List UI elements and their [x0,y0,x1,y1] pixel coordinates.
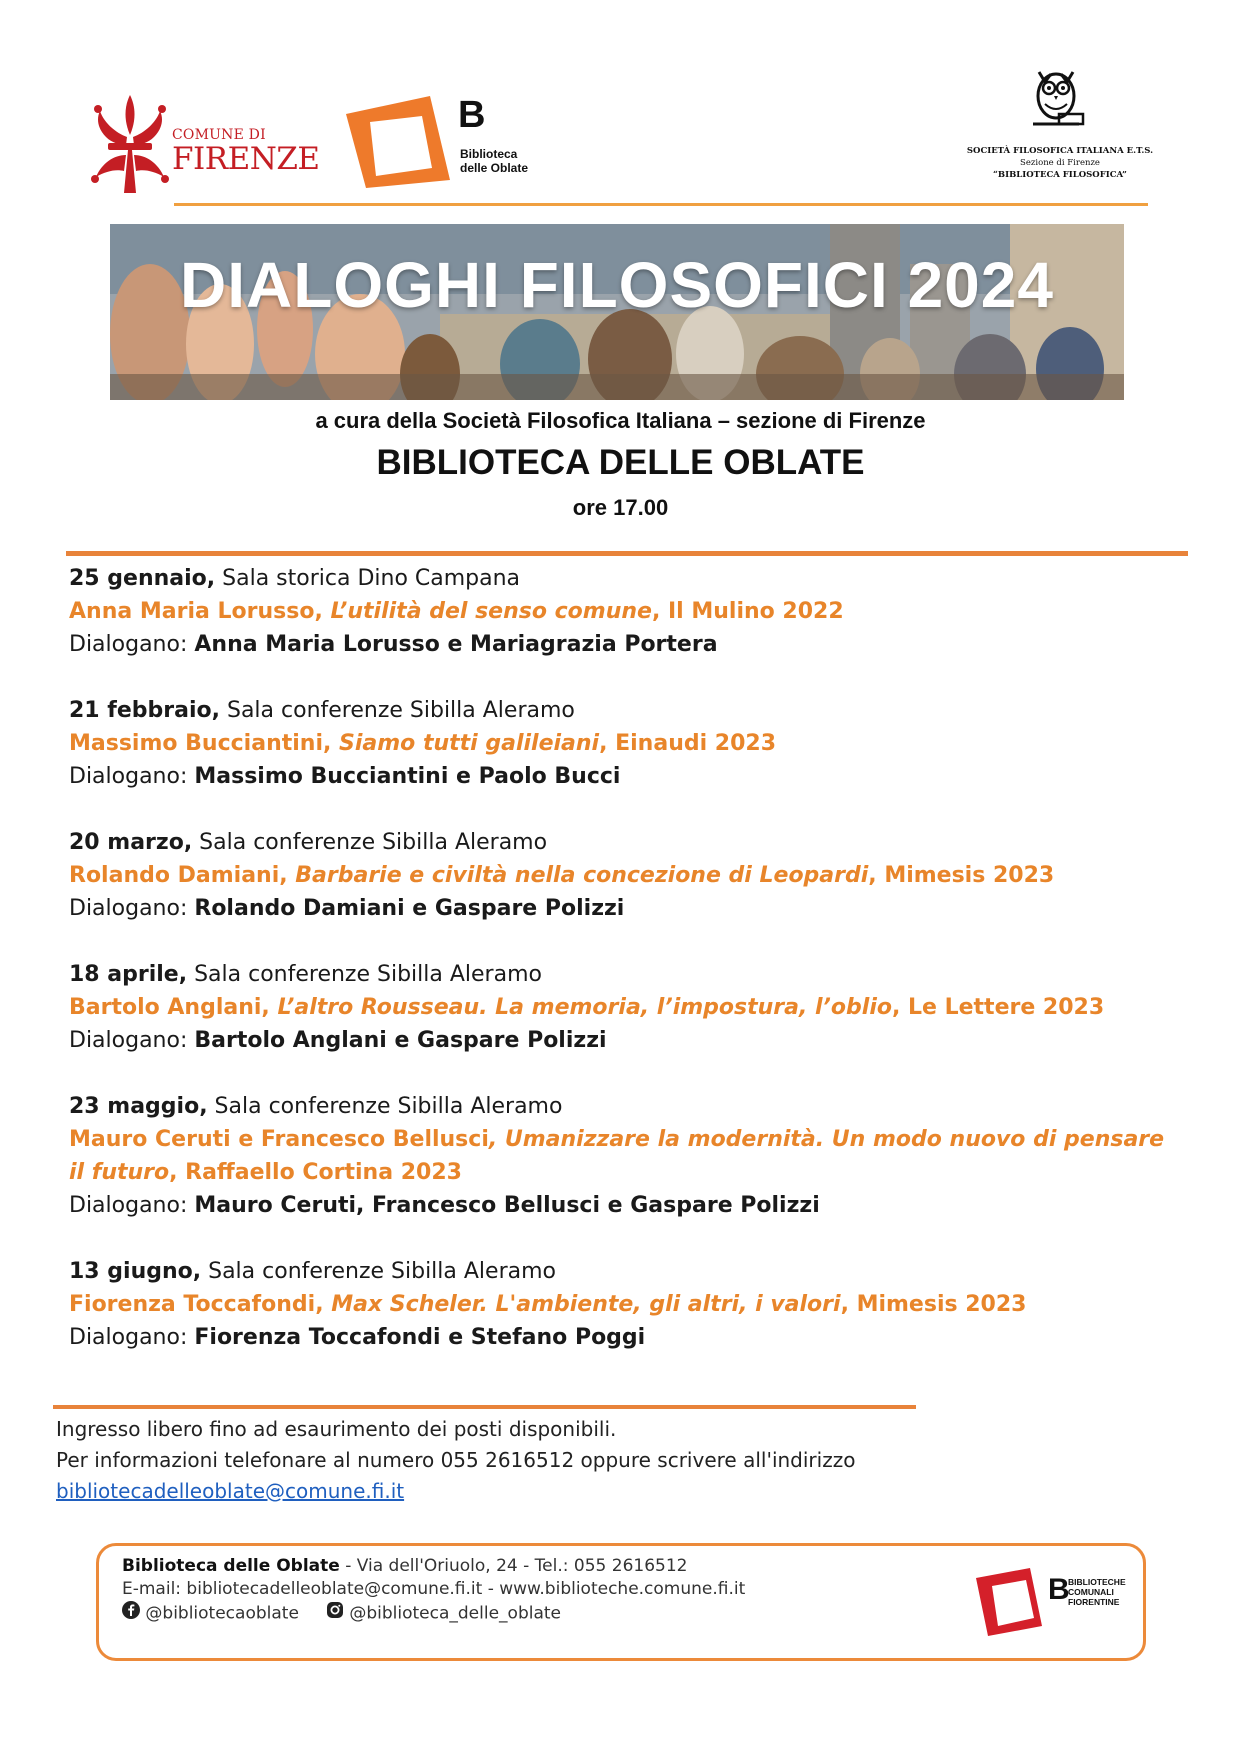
event-date-line [69,694,1179,727]
event-book-title: Max Scheler. L'ambiente, gli altri, i valori [331,1292,841,1317]
oblate-name-line2: delle Oblate [460,161,529,175]
event-publisher: , Einaudi 2023 [599,731,777,756]
event-date-line [69,562,1179,595]
event-date-line [69,1255,1179,1288]
info-divider [53,1405,916,1409]
event-date: 25 gennaio, [69,566,216,591]
event-book-title: , Umanizzare la modernità. Un modo nuovo di pensare il futuro [69,1127,1165,1185]
facebook-icon[interactable] [122,1601,140,1626]
sfi-section: Sezione di Firenze [1020,158,1100,168]
event-book-line [69,595,1179,628]
event-dialog-names: Mauro Ceruti, Francesco Bellusci e Gaspare Polizzi [194,1193,820,1218]
event-room: Sala conferenze Sibilla Aleramo [201,1259,556,1284]
banner [110,224,1124,400]
footer-logo-text [1068,1577,1126,1607]
instagram-icon[interactable] [326,1601,344,1626]
footer-logo-line3: FIORENTINE [1068,1597,1120,1607]
header-divider [174,203,1148,206]
oblate-logo-mark [346,96,456,188]
event-author: Fiorenza Toccafondi, [69,1292,332,1317]
event-list [69,562,1179,1387]
event-date: 13 giugno, [69,1259,202,1284]
facebook-handle[interactable]: @bibliotecaoblate [145,1603,299,1624]
section-divider [66,551,1188,556]
instagram-handle[interactable]: @biblioteca_delle_oblate [349,1603,561,1624]
owl-icon [1025,58,1087,130]
event-book-title: Barbarie e civiltà nella concezione di Leopardi [295,863,869,888]
comune-di-label: COMUNE DI [172,127,266,143]
event-date: 21 febbraio, [69,698,220,723]
event-room: Sala conferenze Sibilla Aleramo [187,962,542,987]
event-book-title: L’utilità del senso comune [330,599,652,624]
event-book-title: Siamo tutti galileiani [339,731,600,756]
event-dialog-names: Massimo Bucciantini e Paolo Bucci [194,764,621,789]
event-dialog-names: Anna Maria Lorusso e Mariagrazia Portera [194,632,718,657]
event-date-line [69,826,1179,859]
event-item [69,694,1179,793]
event-author: Mauro Ceruti e Francesco Bellusci [69,1127,489,1152]
sfi-name: SOCIETÀ FILOSOFICA ITALIANA E.T.S. [966,146,1154,156]
biblioteche-logo-mark [976,1568,1048,1640]
event-item [69,562,1179,661]
event-room: Sala conferenze Sibilla Aleramo [207,1094,563,1119]
event-dialog-label: Dialogano: [69,632,195,657]
event-dialog-label: Dialogano: [69,764,195,789]
event-item [69,826,1179,925]
event-author: Anna Maria Lorusso, [69,599,331,624]
event-publisher: , Raffaello Cortina 2023 [169,1160,462,1185]
info-block [56,1414,1156,1507]
event-publisher: , Mimesis 2023 [868,863,1055,888]
email-link[interactable]: bibliotecadelleoblate@comune.fi.it [56,1479,405,1503]
event-publisher: , Le Lettere 2023 [891,995,1105,1020]
oblate-name [460,147,528,175]
event-time: ore 17.00 [572,495,669,520]
sfi-wordmark [960,145,1160,181]
event-dialog-label: Dialogano: [69,896,195,921]
footer-logo-line2: COMUNALI [1068,1587,1114,1597]
oblate-b-letter: B [458,94,486,136]
event-book-line [69,859,1179,892]
footer-address: - Via dell'Oriuolo, 24 - Tel.: 055 2616512 [339,1556,688,1576]
event-item [69,1255,1179,1354]
venue-heading: BIBLIOTECA DELLE OBLATE [376,443,865,482]
event-book-line [69,727,1179,760]
event-dialog-line [69,760,1179,793]
event-book-line [69,991,1179,1024]
event-dialog-label: Dialogano: [69,1028,195,1053]
info-entry-free: Ingresso libero fino ad esaurimento dei posti disponibili. [56,1417,617,1441]
oblate-name-line1: Biblioteca [460,147,518,161]
event-room: Sala conferenze Sibilla Aleramo [192,830,548,855]
event-dialog-line [69,892,1179,925]
footer-contact [122,1555,745,1626]
event-dialog-line [69,1189,1179,1222]
footer-logo-b: B [1048,1573,1070,1606]
event-author: Massimo Bucciantini, [69,731,340,756]
event-author: Rolando Damiani, [69,863,296,888]
event-book-title: L’altro Rousseau. La memoria, l’impostura, l’oblio [277,995,892,1020]
footer-logo-line1: BIBLIOTECHE [1068,1577,1126,1587]
info-contact: Per informazioni telefonare al numero 055 2616512 oppure scrivere all'indirizzo [56,1448,856,1472]
banner-title: DIALOGHI FILOSOFICI 2024 [180,249,1054,321]
event-date: 20 marzo, [69,830,193,855]
event-dialog-names: Rolando Damiani e Gaspare Polizzi [194,896,625,921]
subtitle: a cura della Società Filosofica Italiana – sezione di Firenze [315,408,926,433]
event-date-line [69,1090,1179,1123]
event-dialog-line [69,628,1179,661]
event-room: Sala conferenze Sibilla Aleramo [219,698,575,723]
event-dialog-line [69,1024,1179,1057]
event-dialog-names: Fiorenza Toccafondi e Stefano Poggi [194,1325,646,1350]
event-publisher: , Mimesis 2023 [840,1292,1027,1317]
giglio-icon [90,93,170,203]
event-dialog-names: Bartolo Anglani e Gaspare Polizzi [194,1028,607,1053]
event-room: Sala storica Dino Campana [215,566,521,591]
sfi-library: “BIBLIOTECA FILOSOFICA” [993,170,1127,180]
event-book-line [69,1288,1179,1321]
comune-firenze-wordmark [172,128,320,175]
event-item [69,1090,1179,1222]
event-book-line [69,1123,1179,1189]
event-date-line [69,958,1179,991]
footer-library-name: Biblioteca delle Oblate [122,1556,340,1576]
event-dialog-line [69,1321,1179,1354]
footer-email-line: E-mail: bibliotecadelleoblate@comune.fi.it - www.biblioteche.comune.fi.it [122,1579,746,1599]
firenze-label: FIRENZE [172,141,320,177]
event-date: 18 aprile, [69,962,188,987]
event-item [69,958,1179,1057]
event-dialog-label: Dialogano: [69,1193,195,1218]
event-date: 23 maggio, [69,1094,208,1119]
event-author: Bartolo Anglani, [69,995,278,1020]
event-dialog-label: Dialogano: [69,1325,195,1350]
event-publisher: , Il Mulino 2022 [651,599,844,624]
